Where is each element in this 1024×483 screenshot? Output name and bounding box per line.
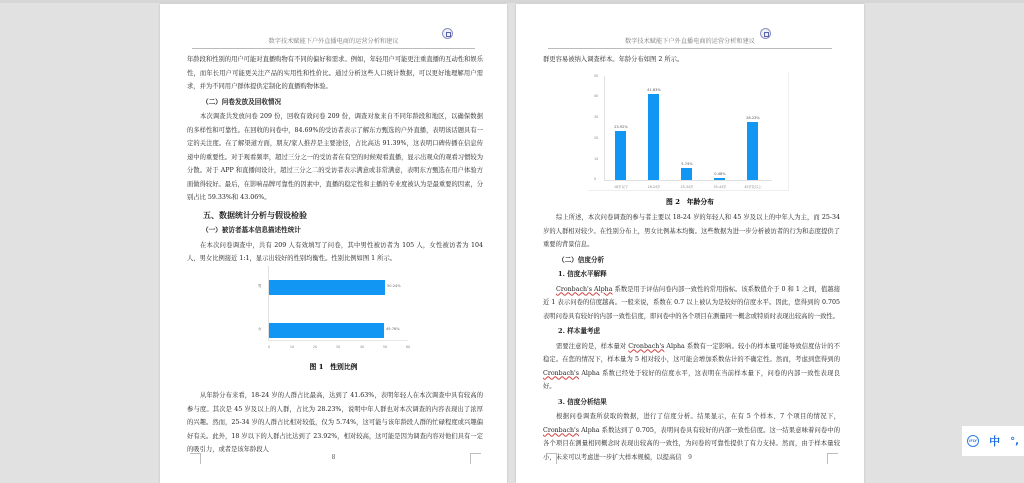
header-title: 数字技术赋能下户外直播电商的运营分析和建议 xyxy=(625,38,755,45)
paragraph: 年龄段和性别的用户可能对直播购物有不同的偏好和需求。例如，年轻用户可能更注重直播的互动性和娱乐性，而年长用户可能更关注产品的实用性和性价比。通过分析这些人口统计数据，可以更好地理解用户需求，并为不同用户群体提供定制化的直播购物体验。 xyxy=(187,56,483,90)
x-tick: 35-44岁 xyxy=(713,185,727,189)
page-number: 9 xyxy=(688,454,692,461)
page-body-lower xyxy=(543,211,840,464)
page-body xyxy=(187,53,483,266)
chart-x-axis xyxy=(604,180,772,181)
x-tick: 20 xyxy=(312,345,318,349)
x-tick: 30 xyxy=(335,345,341,349)
ime-language-toggle[interactable]: 中 xyxy=(989,435,1001,448)
chart-x-axis xyxy=(268,340,408,341)
bar-value-label: 5.74% xyxy=(681,162,693,166)
y-tick: 10 xyxy=(594,157,599,161)
paragraph xyxy=(543,283,840,324)
y-tick: 40 xyxy=(594,94,599,98)
bar-value-label: 23.92% xyxy=(614,125,628,129)
bar-value-label: 41.63% xyxy=(647,88,661,92)
text-run: 需要注意的是，样本量对 xyxy=(556,342,629,350)
paragraph: 综上所述，本次问卷调查的参与者主要以 18-24 岁的年轻人和 45 岁及以上的中年人为主，而 25-34 岁的人群相对较少。在性别分布上，男女比例基本均衡。这些数据为进一步分析被访者的行为和态度提供了重要的背景信息。 xyxy=(543,214,840,248)
bar-value-label: 0.48% xyxy=(714,172,726,176)
ime-toolbar xyxy=(962,426,1024,456)
university-logo-icon xyxy=(442,28,453,39)
x-tick: 40 xyxy=(359,345,365,349)
y-tick: 0 xyxy=(594,177,597,181)
spellcheck-word: Cronbach's Alpha xyxy=(556,285,613,293)
text-run: 系数是用于评估问卷内部一致性的常用指标。该系数值介于 0 和 1 之间，值越接近 1 表示问卷的信度越高。一般来说，系数在 0.7 以上被认为是较好的信度水平。因此，您得到的 0.705 表明问卷具有较好的内部一致性信度，即问卷中的各个项目在测量同一概念或特质时表现出较高的一致性。 xyxy=(543,285,840,320)
document-page-8 xyxy=(160,4,507,483)
bar-under-18 xyxy=(615,131,626,180)
y-tick: 50 xyxy=(594,74,599,78)
section-heading: （二）问卷发放及回收情况 xyxy=(202,97,282,106)
bar-male xyxy=(269,280,385,295)
spellcheck-word: Cronbach's xyxy=(628,342,665,350)
category-label: 女 xyxy=(258,327,262,331)
x-tick: 60 xyxy=(405,345,411,349)
chapter-heading: 五、数据统计分析与假设检验 xyxy=(203,209,307,220)
bar-value-label: 49.76% xyxy=(386,327,400,331)
x-tick: 18-24岁 xyxy=(647,185,661,189)
gender-bar-chart xyxy=(258,266,411,350)
y-tick: 20 xyxy=(594,136,599,140)
text-run: 根据问卷调查所获取的数据，进行了信度分析。结果显示，在有 5 个样本、7 个项目的情况下， xyxy=(556,413,840,420)
header-title: 数字技术赋能下户外直播电商的运营分析和建议 xyxy=(268,38,399,45)
figure-caption: 图 1 性别比例 xyxy=(309,363,358,371)
page-body xyxy=(543,53,840,67)
category-label: 男 xyxy=(258,284,262,288)
window-top-bar xyxy=(0,0,1024,3)
subsection-heading: 2. 样本量考虑 xyxy=(558,327,601,335)
ime-logo-icon[interactable]: iFLY xyxy=(967,435,979,447)
spellcheck-word: Cronbach's xyxy=(543,369,580,377)
bar-45-plus xyxy=(747,122,758,180)
paragraph: 在本次问卷调查中，共有 209 人有效填写了问卷，其中男性被访者为 105 人，女性被访者为 104 人，男女比例接近 1:1，显示出较好的性别均衡性。性别比例如图 1 所示。 xyxy=(187,241,483,262)
paragraph: 本次调查共发放问卷 209 份，回收有效问卷 209 份，调查对象来自不同年龄段和地区，以确保数据的多样性和可靠性。在回收的问卷中，84.69%的受访者表示了解东方甄选的户外直播，表明该话题具有一定的关注度。在了解渠道方面，朋友/家人推荐是主要途径，占比高达 91.39%，这表明口碑传播在信息传递中的重要性。对于观看频率，超过三分之一的受访者在有空的时候观看直播，显示出观众的观看习惯较为分散。对于 APP 和直播间设计，超过三分之二的受访者表示满意或非常满意，表明东方甄选在用户体验方面做得较好。最后，在影响品牌可靠性的因素中，直播的稳定性和主播的专业度被认为是最重要的因素，分别占比 59.33%和 43.06%。 xyxy=(187,113,483,201)
y-tick: 30 xyxy=(594,115,599,119)
x-tick: 45岁及以上 xyxy=(744,185,762,189)
page-header xyxy=(192,32,475,49)
text-run: Alpha 系数有一定影响。较小的样本量可能导致信度估计的不稳定。在您的情况下，样本量为 5 相对较小，这可能会增加系数估计的不确定性。然而，考虑到您得到的 xyxy=(543,342,840,363)
text-run: Alpha 系数达到了 0.705，表明问卷具有较好的内部一致性信度。这一结果意味着问卷中的各个项目在测量相同概念时表现出较高的一致性，为问卷的可靠性提供了有力支持。然而，由于样本量较小，未来可以考虑进一步扩大样本规模，以提高信 xyxy=(543,426,840,461)
paragraph xyxy=(543,340,840,394)
x-tick: 25-34岁 xyxy=(680,185,694,189)
paragraph: 群更容易被纳入调查样本。年龄分布如图 2 所示。 xyxy=(543,56,684,63)
subsection-heading: 3. 信度分析结果 xyxy=(558,397,607,406)
text-run: Alpha 系数已经处于较好的信度水平，这表明在当前样本量下，问卷的内部一致性表现良好。 xyxy=(543,369,840,390)
university-logo-icon xyxy=(760,28,771,39)
figure-caption: 图 2 年龄分布 xyxy=(666,198,714,206)
x-tick: 10 xyxy=(289,345,295,349)
bar-25-34 xyxy=(681,168,692,180)
subsection-heading: 1. 信度水平解释 xyxy=(558,270,607,278)
page-number: 8 xyxy=(331,454,336,461)
age-bar-chart xyxy=(594,70,780,190)
x-tick: 18岁以下 xyxy=(613,185,629,189)
page-header xyxy=(548,32,832,49)
page-body-lower xyxy=(187,389,483,457)
x-tick: 0 xyxy=(267,345,271,349)
paragraph: 从年龄分布来看，18-24 岁的人群占比最高，达到了 41.63%，表明年轻人在本次调查中具有较高的参与度。其次是 45 岁及以上的人群，占比为 28.23%，说明中年人群也对本次调查的内容表现出了浓厚的兴趣。然而，25-34 岁的人群占比相对较低，仅为 5.74%，这可能与该年龄段人群的忙碌程度或兴趣偏好有关。此外，18 岁以下的人群占比达到了 23.92%，相对较高，这可能是因为调查内容对他们具有一定的吸引力，或者是该年龄段人 xyxy=(187,392,483,453)
bar-18-24 xyxy=(648,94,659,180)
spellcheck-word: Cronbach's xyxy=(543,426,580,434)
x-tick: 50 xyxy=(382,345,388,349)
bar-35-44 xyxy=(714,178,725,180)
section-heading: （一）被访者基本信息描述性统计 xyxy=(202,226,301,234)
ime-punctuation-toggle[interactable]: °, xyxy=(1010,435,1019,447)
bar-female xyxy=(269,323,384,338)
bar-value-label: 28.23% xyxy=(746,116,760,120)
section-heading: （二）信度分析 xyxy=(558,255,605,264)
bar-value-label: 50.24% xyxy=(387,284,401,288)
chart-y-axis xyxy=(604,76,605,180)
document-page-9 xyxy=(516,4,864,483)
